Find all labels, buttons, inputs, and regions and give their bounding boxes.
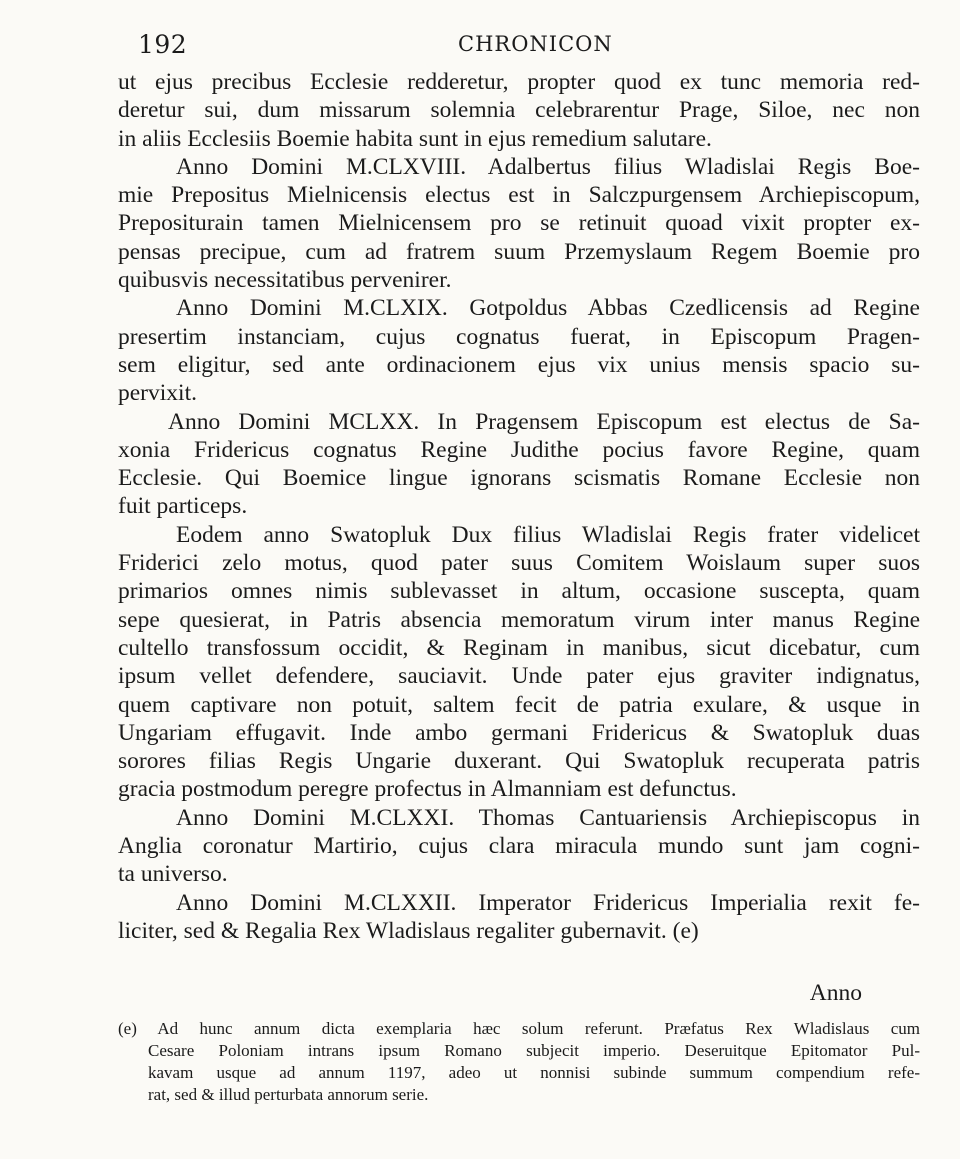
text-line: ta universo. [118,861,228,888]
footnote-line: kavam usque ad annum 1197, adeo ut nonnisi subinde summum compendium refe- [148,1063,920,1082]
main-text [118,68,920,1008]
spacer [118,945,920,979]
text-line: primarios omnes nimis sublevasset in altum, occasione suscepta, quam [118,578,920,605]
text-line: quibusvis necessitatibus pervenirer. [118,267,452,294]
running-head [138,30,900,60]
text-line: sepe quesierat, in Patris absencia memoratum virum inter manus Regine [118,606,920,633]
text-line: pensas precipue, cum ad fratrem suum Przemyslaum Regem Boemie pro [118,238,920,265]
text-line: xonia Fridericus cognatus Regine Judithe pocius favore Regine, quam [118,436,920,463]
text-line: Ungariam effugavit. Inde ambo germani Fridericus & Swatopluk duas [118,719,920,746]
footnote-line: rat, sed & illud perturbata annorum serie. [148,1085,429,1104]
footnote-line: (e) Ad hunc annum dicta exemplaria hæc solum referunt. Præfatus Rex Wladislaus cum [118,1019,920,1038]
text-line: Eodem anno Swatopluk Dux filius Wladislai Regis frater videlicet [176,521,920,548]
text-line: deretur sui, dum missarum solemnia celebrarentur Prage, Siloe, nec non [118,97,920,124]
footnote [118,1018,920,1106]
text-line: cultello transfossum occidit, & Reginam in manibus, sicut dicebatur, cum [118,634,920,661]
text-line: ut ejus precibus Ecclesie redderetur, propter quod ex tunc memoria red- [118,69,920,95]
catchword: Anno [809,980,862,1007]
text-line: ipsum vellet defendere, sauciavit. Unde pater ejus graviter indignatus, [118,663,920,690]
text-line: sorores filias Regis Ungarie duxerant. Qui Swatopluk recuperata patris [118,748,920,775]
text-line: gracia postmodum peregre profectus in Almanniam est defunctus. [118,776,737,803]
page-number: 192 [138,30,188,59]
text-line: Prepositurain tamen Mielnicensem pro se retinuit quoad vixit propter ex- [118,210,920,237]
text-line: Anno Domini M.CLXXI. Thomas Cantuariensis Archiepiscopus in [176,804,920,831]
footnote-line: Cesare Poloniam intrans ipsum Romano subjecit imperio. Deseruitque Epitomator Pul- [148,1041,920,1060]
text-line: presertim instanciam, cujus cognatus fuerat, in Episcopum Pragen- [118,323,920,350]
text-line: sem eligitur, sed ante ordinacionem ejus vix unius mensis spacio su- [118,351,920,378]
text-line: pervixit. [118,380,197,407]
text-line: quem captivare non potuit, saltem fecit de patria exulare, & usque in [118,691,920,718]
text-line: Anno Domini M.CLXIX. Gotpoldus Abbas Czedlicensis ad Regine [176,295,920,322]
text-line: in aliis Ecclesiis Boemie habita sunt in ejus remedium salutare. [118,125,712,152]
text-line: mie Prepositus Mielnicensis electus est in Salczpurgensem Archiepiscopum, [118,182,920,209]
text-line: liciter, sed & Regalia Rex Wladislaus regaliter gubernavit. (e) [118,917,699,944]
running-title: CHRONICON [458,32,613,56]
text-line: Anglia coronatur Martirio, cujus clara miracula mundo sunt jam cogni- [118,833,920,860]
text-line: Anno Domini M.CLXXII. Imperator Fridericus Imperialia rexit fe- [176,889,920,916]
text-line: Anno Domini M.CLXVIII. Adalbertus filius Wladislai Regis Boe- [176,153,920,180]
text-line: Anno Domini MCLXX. In Pragensem Episcopum est electus de Sa- [168,408,920,435]
text-line: Ecclesie. Qui Boemice lingue ignorans scismatis Romane Ecclesie non [118,465,920,492]
text-line: fuit particeps. [118,493,248,520]
text-line: Friderici zelo motus, quod pater suus Comitem Woislaum super suos [118,550,920,577]
